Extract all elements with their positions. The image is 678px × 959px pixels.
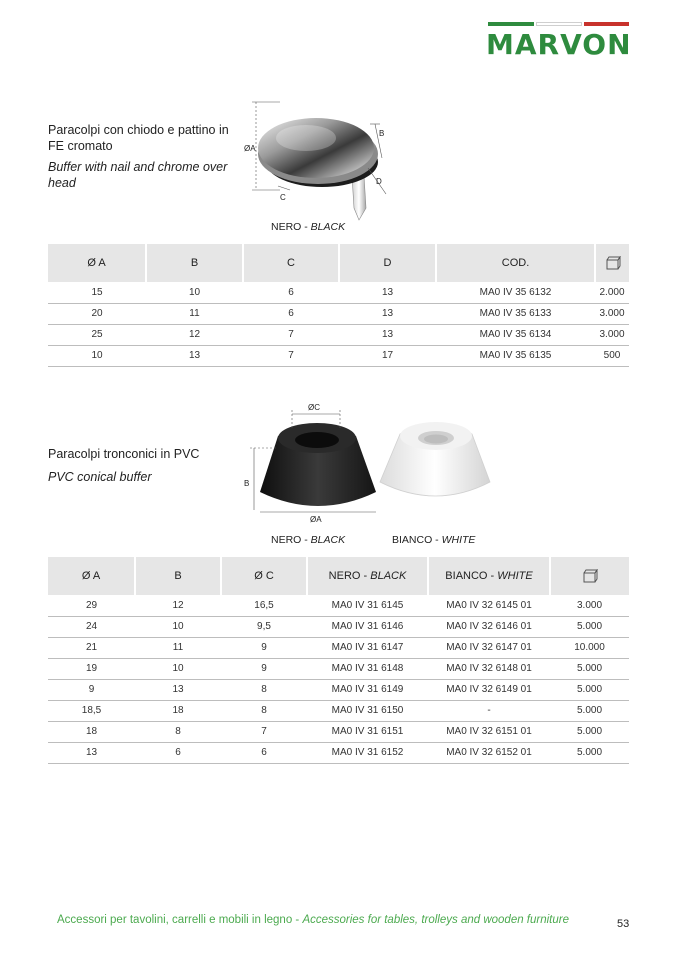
- table-row: [48, 679, 629, 700]
- table-row: [48, 721, 629, 742]
- cell-pack: 3.000: [550, 595, 629, 616]
- cell-b: 18: [135, 700, 221, 721]
- dim-label-b: B: [379, 129, 385, 138]
- section1-title-en: Buffer with nail and chrome over head: [48, 160, 228, 190]
- header-b: B: [135, 557, 221, 595]
- cell-white-code: MA0 IV 32 6152 01: [428, 742, 550, 763]
- section1-caption-black: NERO - BLACK: [271, 221, 346, 233]
- cell-b: 13: [135, 679, 221, 700]
- cell-a: 13: [48, 742, 135, 763]
- cell-pack: 3.000: [595, 324, 629, 345]
- header-diameter-a: Ø A: [48, 557, 135, 595]
- cell-b: 6: [135, 742, 221, 763]
- cell-black-code: MA0 IV 31 6147: [307, 637, 428, 658]
- cell-a: 15: [48, 282, 146, 303]
- table-row: [48, 616, 629, 637]
- cell-a: 18: [48, 721, 135, 742]
- cell-white-code: MA0 IV 32 6147 01: [428, 637, 550, 658]
- cell-white-code: MA0 IV 32 6145 01: [428, 595, 550, 616]
- cell-pack: 5.000: [550, 658, 629, 679]
- header-c: C: [243, 244, 339, 282]
- header-pack-qty: [550, 557, 629, 595]
- cell-black-code: MA0 IV 31 6150: [307, 700, 428, 721]
- section2-caption-white: BIANCO - WHITE: [392, 534, 476, 546]
- cell-a: 21: [48, 637, 135, 658]
- cell-pack: 5.000: [550, 721, 629, 742]
- section2-title-it: Paracolpi tronconici in PVC: [48, 447, 200, 461]
- cell-c: 6: [221, 742, 307, 763]
- cell-a: 19: [48, 658, 135, 679]
- cell-black-code: MA0 IV 31 6146: [307, 616, 428, 637]
- cell-black-code: MA0 IV 31 6149: [307, 679, 428, 700]
- page-number: 53: [617, 918, 630, 930]
- cell-pack: 3.000: [595, 303, 629, 324]
- section2-title: [48, 446, 248, 485]
- cell-c: 7: [243, 345, 339, 366]
- cell-d: 13: [339, 324, 436, 345]
- logo-flag-green: [488, 22, 534, 26]
- header-white-code: BIANCO - WHITE: [428, 557, 550, 595]
- cell-d: 13: [339, 282, 436, 303]
- table-header-row: [48, 557, 629, 595]
- cell-code: MA0 IV 35 6135: [436, 345, 595, 366]
- cell-c: 8: [221, 700, 307, 721]
- logo-flag-white: [536, 22, 582, 26]
- cell-c: 9,5: [221, 616, 307, 637]
- table-row: [48, 595, 629, 616]
- cell-b: 11: [135, 637, 221, 658]
- table-row: [48, 742, 629, 763]
- cell-code: MA0 IV 35 6132: [436, 282, 595, 303]
- table-row: [48, 700, 629, 721]
- table-row: [48, 637, 629, 658]
- cell-b: 12: [146, 324, 243, 345]
- table-row: [48, 282, 629, 303]
- logo-flag-red: [584, 22, 629, 26]
- cell-white-code: -: [428, 700, 550, 721]
- cell-a: 9: [48, 679, 135, 700]
- box-icon: [582, 569, 598, 583]
- cell-a: 29: [48, 595, 135, 616]
- cell-pack: 5.000: [550, 616, 629, 637]
- section2-title-en: PVC conical buffer: [48, 470, 152, 484]
- header-pack-qty: [595, 244, 629, 282]
- logo-wordmark: MARVON: [486, 28, 632, 61]
- cell-c: 7: [221, 721, 307, 742]
- table-buffer-nail: [48, 244, 629, 367]
- cell-white-code: MA0 IV 32 6146 01: [428, 616, 550, 637]
- cell-c: 6: [243, 282, 339, 303]
- cell-b: 10: [135, 658, 221, 679]
- table-row: [48, 324, 629, 345]
- header-diameter-c: Ø C: [221, 557, 307, 595]
- cell-black-code: MA0 IV 31 6145: [307, 595, 428, 616]
- table-pvc-conical: [48, 557, 629, 764]
- cell-c: 6: [243, 303, 339, 324]
- header-code: COD.: [436, 244, 595, 282]
- cell-pack: 10.000: [550, 637, 629, 658]
- section1-title: [48, 122, 243, 191]
- cell-c: 16,5: [221, 595, 307, 616]
- marvon-logo: [486, 22, 630, 62]
- cell-black-code: MA0 IV 31 6151: [307, 721, 428, 742]
- cell-c: 9: [221, 637, 307, 658]
- table-row: [48, 658, 629, 679]
- cell-b: 10: [146, 282, 243, 303]
- cell-c: 8: [221, 679, 307, 700]
- table-row: [48, 345, 629, 366]
- cell-c: 9: [221, 658, 307, 679]
- cell-pack: 5.000: [550, 679, 629, 700]
- dim-label-c: C: [280, 193, 286, 202]
- cell-pack: 5.000: [550, 742, 629, 763]
- cell-b: 8: [135, 721, 221, 742]
- cell-white-code: MA0 IV 32 6149 01: [428, 679, 550, 700]
- cell-b: 13: [146, 345, 243, 366]
- box-icon: [605, 256, 621, 270]
- cell-black-code: MA0 IV 31 6148: [307, 658, 428, 679]
- table-header-row: [48, 244, 629, 282]
- cell-c: 7: [243, 324, 339, 345]
- pvc-conical-buffer-image: [240, 400, 500, 528]
- cell-white-code: MA0 IV 32 6148 01: [428, 658, 550, 679]
- dim-label-a: ØA: [310, 515, 322, 524]
- cell-white-code: MA0 IV 32 6151 01: [428, 721, 550, 742]
- table-row: [48, 303, 629, 324]
- cell-pack: 2.000: [595, 282, 629, 303]
- dim-label-b: B: [244, 479, 250, 488]
- header-black-code: NERO - BLACK: [307, 557, 428, 595]
- cell-a: 10: [48, 345, 146, 366]
- buffer-with-nail-image: [240, 96, 420, 222]
- cell-b: 12: [135, 595, 221, 616]
- cell-black-code: MA0 IV 31 6152: [307, 742, 428, 763]
- dim-label-c: ØC: [308, 403, 320, 412]
- cell-d: 17: [339, 345, 436, 366]
- header-d: D: [339, 244, 436, 282]
- header-b: B: [146, 244, 243, 282]
- cell-d: 13: [339, 303, 436, 324]
- cell-pack: 500: [595, 345, 629, 366]
- cell-code: MA0 IV 35 6133: [436, 303, 595, 324]
- footer-text: Accessori per tavolini, carrelli e mobili in legno - Accessories for tables, trolleys and wooden furniture: [57, 914, 569, 926]
- dim-label-d: D: [376, 177, 382, 186]
- cell-b: 10: [135, 616, 221, 637]
- dim-label-a: ØA: [244, 144, 256, 153]
- cell-a: 25: [48, 324, 146, 345]
- section2-caption-black: NERO - BLACK: [271, 534, 346, 546]
- section1-title-it: Paracolpi con chiodo e pattino in FE cromato: [48, 123, 229, 153]
- cell-b: 11: [146, 303, 243, 324]
- cell-a: 24: [48, 616, 135, 637]
- cell-a: 18,5: [48, 700, 135, 721]
- cell-code: MA0 IV 35 6134: [436, 324, 595, 345]
- cell-pack: 5.000: [550, 700, 629, 721]
- header-diameter-a: Ø A: [48, 244, 146, 282]
- cell-a: 20: [48, 303, 146, 324]
